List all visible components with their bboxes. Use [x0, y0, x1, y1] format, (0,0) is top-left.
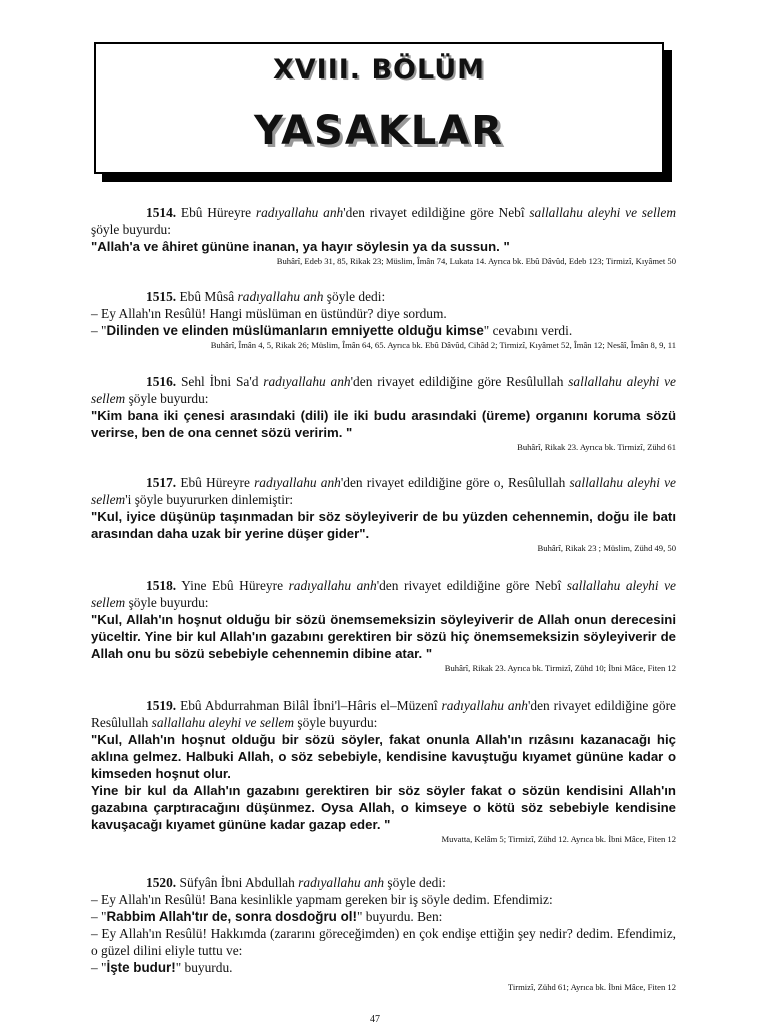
dialogue-line: – "İşte budur!" buyurdu. — [91, 960, 233, 975]
hadith-number: 1516. — [146, 374, 177, 389]
hadith-source: Buhârî, Rikak 23 ; Müslim, Zühd 49, 50 — [537, 543, 676, 553]
chapter-title: YASAKLAR — [253, 108, 505, 154]
hadith-source: Buhârî, Rikak 23. Ayrıca bk. Tirmizî, Zühd 61 — [517, 442, 676, 452]
dialogue-line: – Ey Allah'ın Resûlü! Bana kesinlikle yapmam gereken bir iş söyle dedim. Efendimiz: — [91, 892, 553, 907]
hadith-number: 1520. — [146, 875, 177, 890]
hadith-intro: 1520. Süfyân İbni Abdullah radıyallahu anh şöyle dedi: — [91, 874, 676, 891]
dialogue-line: – "Rabbim Allah'tır de, sonra dosdoğru ol!" buyurdu. Ben: — [91, 909, 443, 924]
hadith-quote: "Kul, Allah'ın hoşnut olduğu bir sözü söyler, fakat onunla Allah'ın rızâsını kazanacağı hiç aklına gelmez. Halbuki Allah, o söz sebebiyle, kendisine kavuştuğu kıyamet gününe kadar o kimseden hoşnut olur. — [91, 732, 676, 781]
hadith-intro: 1519. Ebû Abdurrahman Bilâl İbni'l–Hâris el–Müzenî radıyallahu anh'den rivayet edildiğine göre Resûlullah sallallahu aleyhi ve sellem şöyle buyurdu: — [91, 698, 676, 730]
hadith-1516 — [91, 373, 676, 453]
hadith-quote: "Allah'a ve âhiret gününe inanan, ya hayır söylesin ya da sussun. " — [91, 239, 510, 254]
hadith-1514 — [91, 204, 676, 267]
hadith-number: 1517. — [146, 475, 177, 490]
hadith-1517 — [91, 474, 676, 554]
page-number: 47 — [370, 1014, 380, 1025]
hadith-intro: 1518. Yine Ebû Hüreyre radıyallahu anh'den rivayet edildiğine göre Nebî sallallahu aleyhi ve sellem şöyle buyurdu: — [91, 578, 676, 610]
hadith-intro: 1515. Ebû Mûsâ radıyallahu anh şöyle dedi: — [91, 288, 676, 305]
hadith-number: 1519. — [146, 698, 177, 713]
hadith-source: Tirmizî, Zühd 61; Ayrıca bk. İbni Mâce, Fiten 12 — [507, 982, 676, 992]
hadith-intro: 1516. Sehl İbni Sa'd radıyallahu anh'den rivayet edildiğine göre Resûlullah sallallahu aleyhi ve sellem şöyle buyurdu: — [91, 374, 677, 406]
chapter-number: XVIII. BÖLÜM — [272, 54, 486, 85]
hadith-1519 — [91, 697, 676, 845]
hadith-source: Buhârî, Edeb 31, 85, Rikak 23; Müslim, Îmân 74, Lukata 14. Ayrıca bk. Ebû Dâvûd, Edeb 123; Tirmizî, Kıyâmet 50 — [276, 256, 676, 266]
dialogue-line: – Ey Allah'ın Resûlü! Hangi müslüman en üstündür? diye sordum. — [91, 306, 447, 321]
hadith-quote: Yine bir kul da Allah'ın gazabını gerektiren bir söz söyler fakat o sözün kendisini Allah'ın gazabına çarptıracağını düşünmez. Oysa Allah, o kimseye o kötü söz sebebiyle kendisine kavuşacağı kıyamet gününe kadar gazap eder. " — [91, 783, 676, 832]
hadith-quote: "Kul, Allah'ın hoşnut olduğu bir sözü önemsemeksizin söyleyiverir de Allah onun derecesini yüceltir. Yine bir kul Allah'ın gazabını gerektiren bir sözü hiç önemsemeksizin söyleyiverir de Allah onu bu sözü sebebiyle cehennemin dibine atar. " — [91, 612, 676, 661]
hadith-number: 1518. — [146, 578, 177, 593]
dialogue-line: – "Dilinden ve elinden müslümanların emniyette olduğu kimse" cevabını verdi. — [91, 323, 573, 338]
hadith-1520 — [91, 874, 676, 993]
hadith-quote: "Kim bana iki çenesi arasındaki (dili) ile iki budu arasındaki (üreme) organını koruma sözü verirse, ben de ona cennet sözü veririm. " — [91, 408, 676, 440]
hadith-source: Muvatta, Kelâm 5; Tirmizî, Zühd 12. Ayrıca bk. İbni Mâce, Fiten 12 — [441, 834, 676, 844]
hadith-source: Buhârî, Îmân 4, 5, Rikak 26; Müslim, Îmân 64, 65. Ayrıca bk. Ebû Dâvûd, Cihâd 2; Tirmizî, Kıyâmet 52, Îmân 12; Nesâî, Îmân 8, 9, 11 — [210, 340, 676, 350]
chapter-title-box — [94, 42, 664, 174]
dialogue-line: – Ey Allah'ın Resûlü! Hakkımda (zararını göreceğimden) en çok endişe ettiğin şey nedir? dedim. Efendimiz, o güzel dilini eliyle tuttu ve: — [91, 926, 676, 958]
hadith-source: Buhârî, Rikak 23. Ayrıca bk. Tirmizî, Zühd 10; İbni Mâce, Fiten 12 — [444, 663, 676, 673]
hadith-number: 1515. — [146, 289, 177, 304]
hadith-intro: 1517. Ebû Hüreyre radıyallahu anh'den rivayet edildiğine göre o, Resûlullah sallallahu aleyhi ve sellem'i şöyle buyururken dinlemiştir: — [91, 475, 676, 507]
hadith-1518 — [91, 577, 676, 674]
hadith-intro: 1514. Ebû Hüreyre radıyallahu anh'den rivayet edildiğine göre Nebî sallallahu aleyhi ve sellem şöyle buyurdu: — [91, 205, 676, 237]
hadith-number: 1514. — [146, 205, 177, 220]
hadith-1515 — [91, 288, 676, 351]
hadith-quote: "Kul, iyice düşünüp taşınmadan bir söz söyleyiverir de bu yüzden cehennemin, doğu ile batı arasından daha uzak bir yerine düşer gider". — [91, 509, 676, 541]
